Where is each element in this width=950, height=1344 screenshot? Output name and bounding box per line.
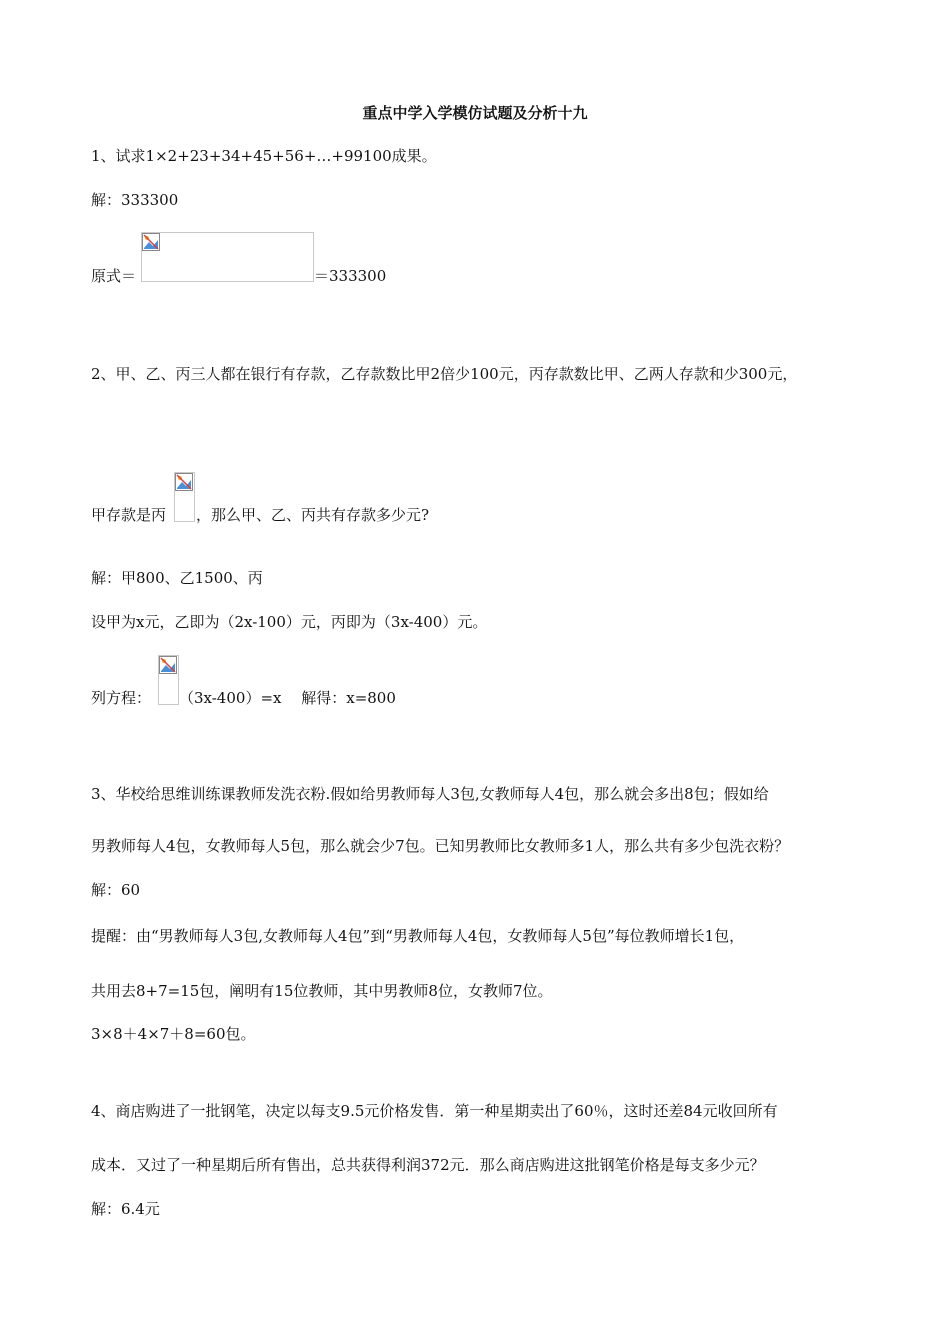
q3-question-line2: 男教师每人4包，女教师每人5包，那么就会少7包。已知男教师比女教师多1人，那么共有多少包洗衣粉？ <box>91 837 790 855</box>
q3-hint-line1: 提醒：由“男教师每人3包,女教师每人4包”到“男教师每人4包，女教师每人5包”每位教师增长1包， <box>91 927 745 945</box>
q2-setup: 设甲为x元，乙即为（2x-100）元，丙即为（3x-400）元。 <box>91 613 488 631</box>
q4-answer: 解：6.4元 <box>91 1200 160 1218</box>
broken-image-icon <box>159 656 177 674</box>
q2-fraction-image <box>174 472 195 522</box>
q2-question: 2、甲、乙、丙三人都在银行有存款，乙存款数比甲2倍少100元，丙存款数比甲、乙两人存款和少300元， <box>91 365 798 383</box>
q2-equation-suffix: （3x-400）=x 解得：x=800 <box>179 689 396 707</box>
q3-hint-line3: 3×8＋4×7＋8=60包。 <box>91 1025 256 1043</box>
page-title: 重点中学入学模仿试题及分析十九 <box>362 104 588 122</box>
broken-image-icon <box>175 473 193 491</box>
q4-question-line1: 4、商店购进了一批钢笔，决定以每支9.5元价格发售．第一种星期卖出了60％，这时还差84元收回所有 <box>91 1102 778 1120</box>
q4-question-line2: 成本．又过了一种星期后所有售出，总共获得利润372元．那么商店购进这批钢笔价格是每支多少元？ <box>91 1156 765 1174</box>
q3-question-line1: 3、华校给思维训练课教师发洗衣粉.假如给男教师每人3包,女教师每人4包，那么就会多出8包；假如给 <box>91 785 769 803</box>
q3-hint-line2: 共用去8+7=15包，阐明有15位教师，其中男教师8位，女教师7位。 <box>91 982 553 1000</box>
q2-question-cont-prefix: 甲存款是丙 <box>91 506 167 524</box>
broken-image-icon <box>142 233 160 251</box>
q1-formula-prefix: 原式＝ <box>91 267 137 285</box>
q2-answer: 解：甲800、乙1500、丙 <box>91 569 263 587</box>
q2-question-cont-suffix: ，那么甲、乙、丙共有存款多少元? <box>196 506 430 524</box>
q1-answer: 解：333300 <box>91 191 179 209</box>
q3-answer: 解：60 <box>91 881 141 899</box>
q1-formula-suffix: ＝333300 <box>314 267 387 285</box>
q2-equation-prefix: 列方程： <box>91 689 152 707</box>
q2-equation-image <box>158 655 179 705</box>
q1-question: 1、试求1×2+23+34+45+56+…+99100成果。 <box>91 147 437 165</box>
q1-formula-image <box>141 232 314 282</box>
